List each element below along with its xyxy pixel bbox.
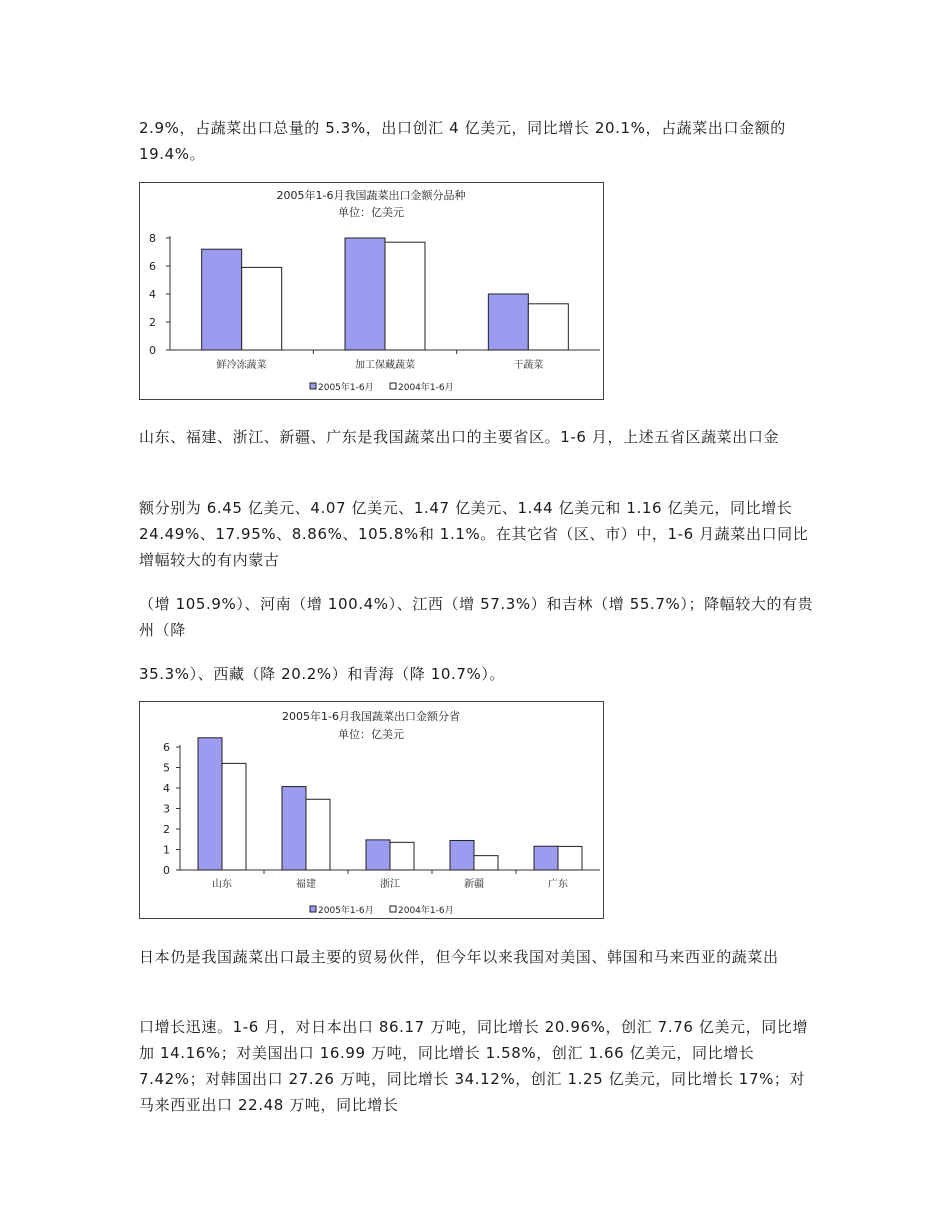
paragraph-1: 2.9%，占蔬菜出口总量的 5.3%，出口创汇 4 亿美元，同比增长 20.1%，占蔬菜出口金额的 19.4%。: [139, 119, 786, 163]
y-tick-label: 6: [163, 741, 170, 754]
paragraph-4: （增 105.9%）、河南（增 100.4%）、江西（增 57.3%）和吉林（增 55.7%）；降幅较大的有贵州（降: [139, 595, 814, 639]
y-tick-label: 4: [163, 782, 170, 795]
category-label: 加工保藏蔬菜: [355, 360, 415, 371]
paragraph-6: 日本仍是我国蔬菜出口最主要的贸易伙伴，但今年以来我国对美国、韩国和马来西亚的蔬菜出: [139, 948, 779, 966]
legend-swatch: [310, 906, 316, 912]
paragraph-2: 山东、福建、浙江、新疆、广东是我国蔬菜出口的主要省区。1-6 月，上述五省区蔬菜出口金: [139, 428, 780, 446]
bar-2005: [345, 238, 385, 350]
bar-2004: [222, 763, 246, 870]
y-tick-label: 0: [149, 344, 156, 357]
y-tick-label: 1: [163, 843, 170, 857]
legend-label: 2004年1-6月: [398, 906, 454, 916]
bar-2005: [282, 787, 306, 870]
category-label: 福建: [296, 879, 316, 890]
bar-2005: [198, 738, 222, 870]
bar-2005: [366, 840, 390, 870]
bar-2004: [242, 267, 282, 350]
category-label: 新疆: [464, 879, 484, 890]
category-label: 鲜冷冻蔬菜: [216, 360, 267, 371]
category-label: 山东: [212, 879, 232, 890]
chart-subtitle: 单位：亿美元: [338, 728, 404, 741]
y-tick-label: 6: [149, 260, 156, 273]
paragraph-3: 额分别为 6.45 亿美元、4.07 亿美元、1.47 亿美元、1.44 亿美元和 1.16 亿美元，同比增长 24.49%、17.95%、8.86%、105.8%和 1.1%。在其它省（区、市）中，1-6 月蔬菜出口同比增幅较大的有内蒙古: [139, 499, 809, 569]
legend-label: 2005年1-6月: [318, 383, 374, 393]
y-tick-label: 3: [163, 802, 170, 816]
bar-2005: [488, 294, 528, 350]
legend-swatch: [310, 383, 316, 389]
chart-title: 2005年1-6月我国蔬菜出口金额分品种: [276, 189, 466, 202]
bar-2005: [450, 840, 474, 870]
chart-title: 2005年1-6月我国蔬菜出口金额分省: [282, 710, 460, 723]
chart-by-province: [139, 701, 604, 919]
paragraph-7: 口增长迅速。1-6 月，对日本出口 86.17 万吨，同比增长 20.96%，创汇 7.76 亿美元，同比增加 14.16%；对美国出口 16.99 万吨，同比增长 1.58%，创汇 1.66 亿美元，同比增长 7.42%；对韩国出口 27.26 万吨，同比增长 34.12%，创汇 1.25 亿美元，同比增长 17%；对马来西亚出口 22.48 万吨，同比增长: [139, 1018, 809, 1114]
y-tick-label: 2: [149, 316, 156, 329]
legend-swatch: [390, 906, 396, 912]
y-tick-label: 5: [163, 761, 170, 775]
y-tick-label: 2: [163, 823, 170, 836]
legend-label: 2005年1-6月: [318, 906, 374, 916]
y-tick-label: 8: [149, 232, 156, 245]
legend-swatch: [390, 383, 396, 389]
bar-2004: [558, 846, 582, 870]
chart-by-product-svg: [140, 183, 603, 399]
y-tick-label: 4: [149, 288, 156, 301]
bar-2005: [534, 846, 558, 870]
bar-2004: [390, 842, 414, 870]
bar-2004: [385, 242, 425, 350]
paragraph-5: 35.3%）、西藏（降 20.2%）和青海（降 10.7%）。: [139, 665, 506, 683]
category-label: 广东: [548, 879, 568, 890]
y-tick-label: 0: [163, 864, 170, 877]
legend-label: 2004年1-6月: [398, 383, 454, 393]
bar-2004: [528, 304, 568, 350]
bar-2004: [474, 856, 498, 870]
bar-2004: [306, 799, 330, 870]
chart-by-product: [139, 182, 604, 400]
chart-by-province-svg: [140, 702, 603, 918]
category-label: 干蔬菜: [513, 360, 544, 371]
bar-2005: [202, 249, 242, 350]
category-label: 浙江: [380, 879, 400, 890]
chart-subtitle: 单位：亿美元: [338, 206, 404, 219]
